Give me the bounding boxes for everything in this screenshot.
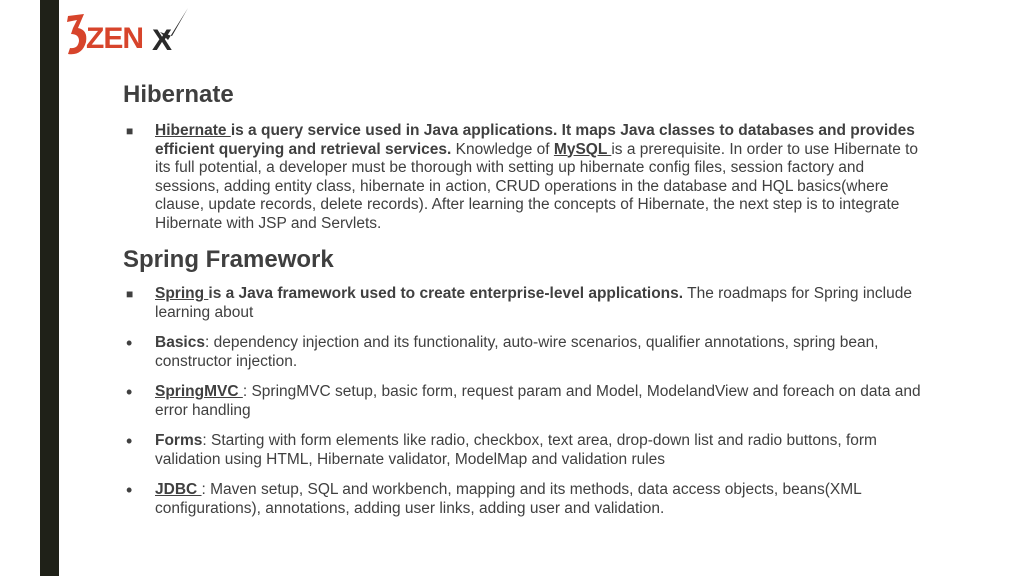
mysql-link[interactable]: MySQL [553,140,612,158]
spring-heading: Spring Framework [123,246,334,273]
left-accent-bar [40,0,59,576]
jdbc-link[interactable]: JDBC [155,481,202,498]
hibernate-bold-text: is a query service used in Java applications. It maps Java classes to databases and provides efficient querying and retrieval services. [155,122,915,158]
spring-link[interactable]: Spring [155,285,209,302]
hibernate-link[interactable]: Hibernate [155,122,231,139]
zenx-logo [64,6,192,64]
hibernate-text-prefix: Knowledge of [451,140,554,158]
square-bullet-icon: ■ [126,287,134,301]
forms-term: Forms [155,432,203,449]
list-item-basics [123,334,923,371]
dot-bullet-icon: • [126,382,133,402]
springmvc-link[interactable]: SpringMVC [155,383,243,400]
basics-text: : dependency injection and its functionality, auto-wire scenarios, qualifier annotations, spring bean, constructor injection. [155,334,879,370]
spring-bold-text: is a Java framework used to create enterprise-level applications. [208,285,684,302]
svg-text:X: X [152,24,173,57]
jdbc-text: : Maven setup, SQL and workbench, mapping and its methods, data access objects, beans(XML configurations), annotations, adding user links, adding user and validation. [155,481,862,517]
slide-content [123,80,923,518]
hibernate-text: is a prerequisite. In order to use Hibernate to its full potential, a developer must be thorough with setting up hibernate config files, session factory and sessions, adding entity class, hibernate in action, CRUD operations in the database and HQL basics(where clause, update records, delete records). After learning the concepts of Hibernate, the next step is to integrate Hibernate with JSP and Servlets. [155,140,919,232]
dot-bullet-icon: • [126,431,133,451]
spring-text: The roadmaps for Spring include learning about [155,285,912,321]
basics-term: Basics [155,334,205,351]
dot-bullet-icon: • [126,480,133,500]
list-item-springmvc [123,383,923,420]
springmvc-text: : SpringMVC setup, basic form, request param and Model, ModelandView and foreach on data and error handling [155,383,921,419]
forms-text: : Starting with form elements like radio, checkbox, text area, drop-down list and radio buttons, form validation using HTML, Hibernate validator, ModelMap and validation rules [155,432,877,468]
list-item-forms [123,432,923,469]
spring-paragraph [123,285,923,322]
hibernate-paragraph [123,122,923,233]
list-item-jdbc [123,481,923,518]
hibernate-heading: Hibernate [123,81,234,108]
dot-bullet-icon: • [126,333,133,353]
square-bullet-icon: ■ [126,124,134,138]
svg-text:ZEN: ZEN [86,22,143,55]
